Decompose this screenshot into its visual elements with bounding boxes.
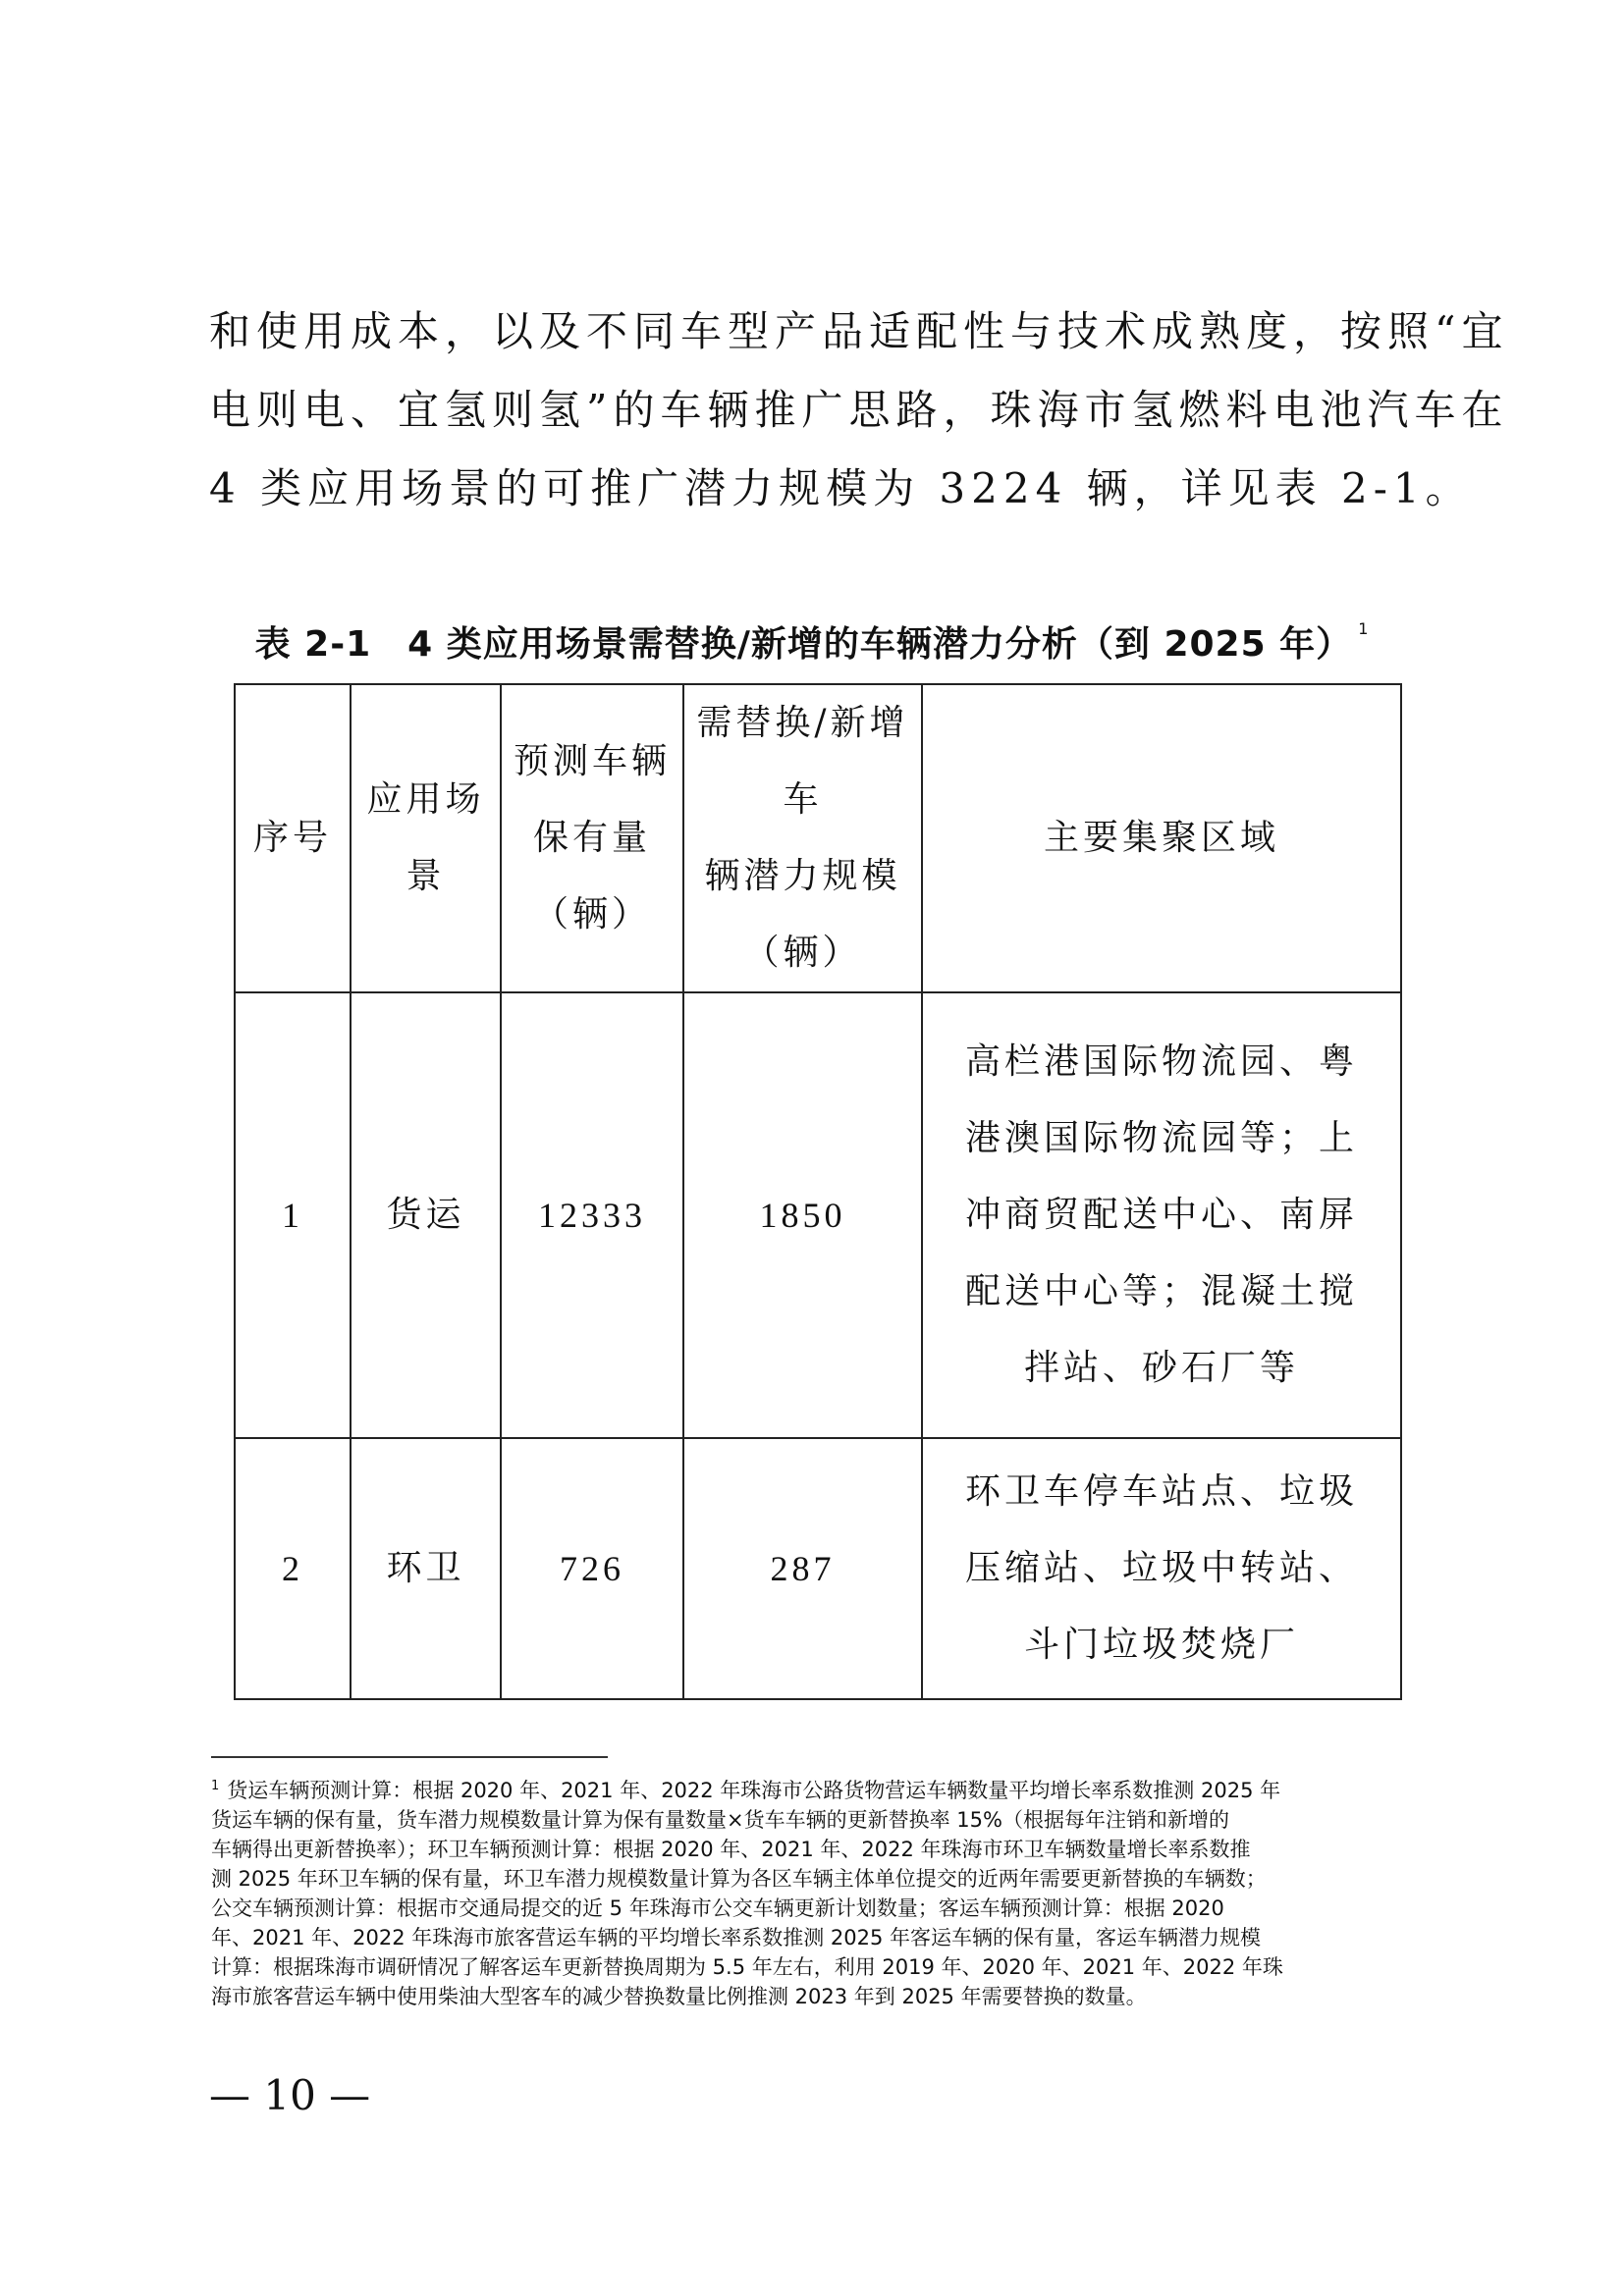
cell-forecast: 726: [501, 1438, 683, 1699]
footnote-line: 测 2025 年环卫车辆的保有量，环卫车潜力规模数量计算为各区车辆主体单位提交的近两年需要更新替换的车辆数；: [211, 1867, 1267, 1891]
header-line: （辆）: [532, 894, 651, 934]
cell-index: 1: [235, 992, 351, 1438]
header-line: 景: [406, 856, 446, 896]
vehicle-potential-table: [234, 683, 1402, 1700]
header-line: 序号: [252, 818, 332, 858]
body-paragraph: [209, 293, 1509, 528]
area-line: 环卫车停车站点、垃圾: [964, 1471, 1358, 1512]
table-row: [235, 992, 1401, 1438]
cell-areas: [922, 1438, 1401, 1699]
footnote-divider: [211, 1756, 608, 1758]
body-line: 电则电、宜氢则氢”的车辆推广思路，珠海市氢燃料电池汽车在: [209, 386, 1509, 434]
header-line: 保有量: [532, 818, 651, 858]
table-caption-text: 表 2-1 4 类应用场景需替换/新增的车辆潜力分析（到 2025 年）: [254, 624, 1353, 665]
footnote-line: 海市旅客营运车辆中使用柴油大型客车的减少替换数量比例推测 2023 年到 2025 年需要替换的数量。: [211, 1985, 1147, 2008]
footnote-line: 公交车辆预测计算：根据市交通局提交的近 5 年珠海市公交车辆更新计划数量；客运车辆预测计算：根据 2020: [211, 1896, 1224, 1920]
body-line: 和使用成本，以及不同车型产品适配性与技术成熟度，按照“宜: [209, 307, 1509, 355]
area-line: 冲商贸配送中心、南屏: [964, 1195, 1358, 1235]
footnote: [211, 1772, 1438, 2011]
footnote-line: [211, 1772, 1438, 1805]
area-line: 压缩站、垃圾中转站、: [964, 1548, 1358, 1588]
area-line: 高栏港国际物流园、粤: [964, 1041, 1358, 1082]
area-line: 配送中心等；混凝土搅: [964, 1271, 1358, 1311]
header-forecast: [501, 684, 683, 992]
cell-potential: 1850: [683, 992, 922, 1438]
footnote-marker: 1: [211, 1779, 220, 1793]
cell-index: 2: [235, 1438, 351, 1699]
footnote-reference: 1: [1358, 619, 1370, 638]
header-scenario: [351, 684, 501, 992]
footnote-line: 货运车辆的保有量，货车潜力规模数量计算为保有量数量×货车车辆的更新替换率 15%（根据每年注销和新增的: [211, 1808, 1229, 1832]
body-line: 4 类应用场景的可推广潜力规模为 3224 辆，详见表 2-1。: [209, 464, 1473, 512]
cell-forecast: 12333: [501, 992, 683, 1438]
area-line: 港澳国际物流园等；上: [964, 1118, 1358, 1158]
cell-scenario: 货运: [351, 992, 501, 1438]
cell-areas: [922, 992, 1401, 1438]
header-areas: [922, 684, 1401, 992]
area-line: 拌站、砂石厂等: [1023, 1348, 1299, 1388]
header-line: 应用场: [366, 779, 485, 820]
header-index: [235, 684, 351, 992]
footnote-line-text: 货运车辆预测计算：根据 2020 年、2021 年、2022 年珠海市公路货物营运车辆数量平均增长率系数推测 2025 年: [227, 1779, 1281, 1802]
header-line: 辆潜力规模: [704, 856, 901, 896]
area-line: 斗门垃圾焚烧厂: [1023, 1625, 1299, 1665]
cell-scenario: 环卫: [351, 1438, 501, 1699]
table-caption: [0, 616, 1624, 667]
footnote-line: 车辆得出更新替换率）；环卫车辆预测计算：根据 2020 年、2021 年、2022 年珠海市环卫车辆数量增长率系数推: [211, 1838, 1251, 1861]
footnote-line: 计算：根据珠海市调研情况了解客运车更新替换周期为 5.5 年左右，利用 2019 年、2020 年、2021 年、2022 年珠: [211, 1955, 1283, 1979]
header-line: 预测车辆: [513, 741, 671, 781]
header-line: 主要集聚区域: [1043, 818, 1279, 858]
page-number: — 10 —: [209, 2071, 371, 2119]
table-header-row: [235, 684, 1401, 992]
cell-potential: 287: [683, 1438, 922, 1699]
header-potential: [683, 684, 922, 992]
footnote-line: 年、2021 年、2022 年珠海市旅客营运车辆的平均增长率系数推测 2025 年客运车辆的保有量，客运车辆潜力规模: [211, 1926, 1262, 1949]
table-row: [235, 1438, 1401, 1699]
header-line: （辆）: [743, 933, 862, 973]
header-line: 需替换/新增车: [696, 703, 909, 820]
